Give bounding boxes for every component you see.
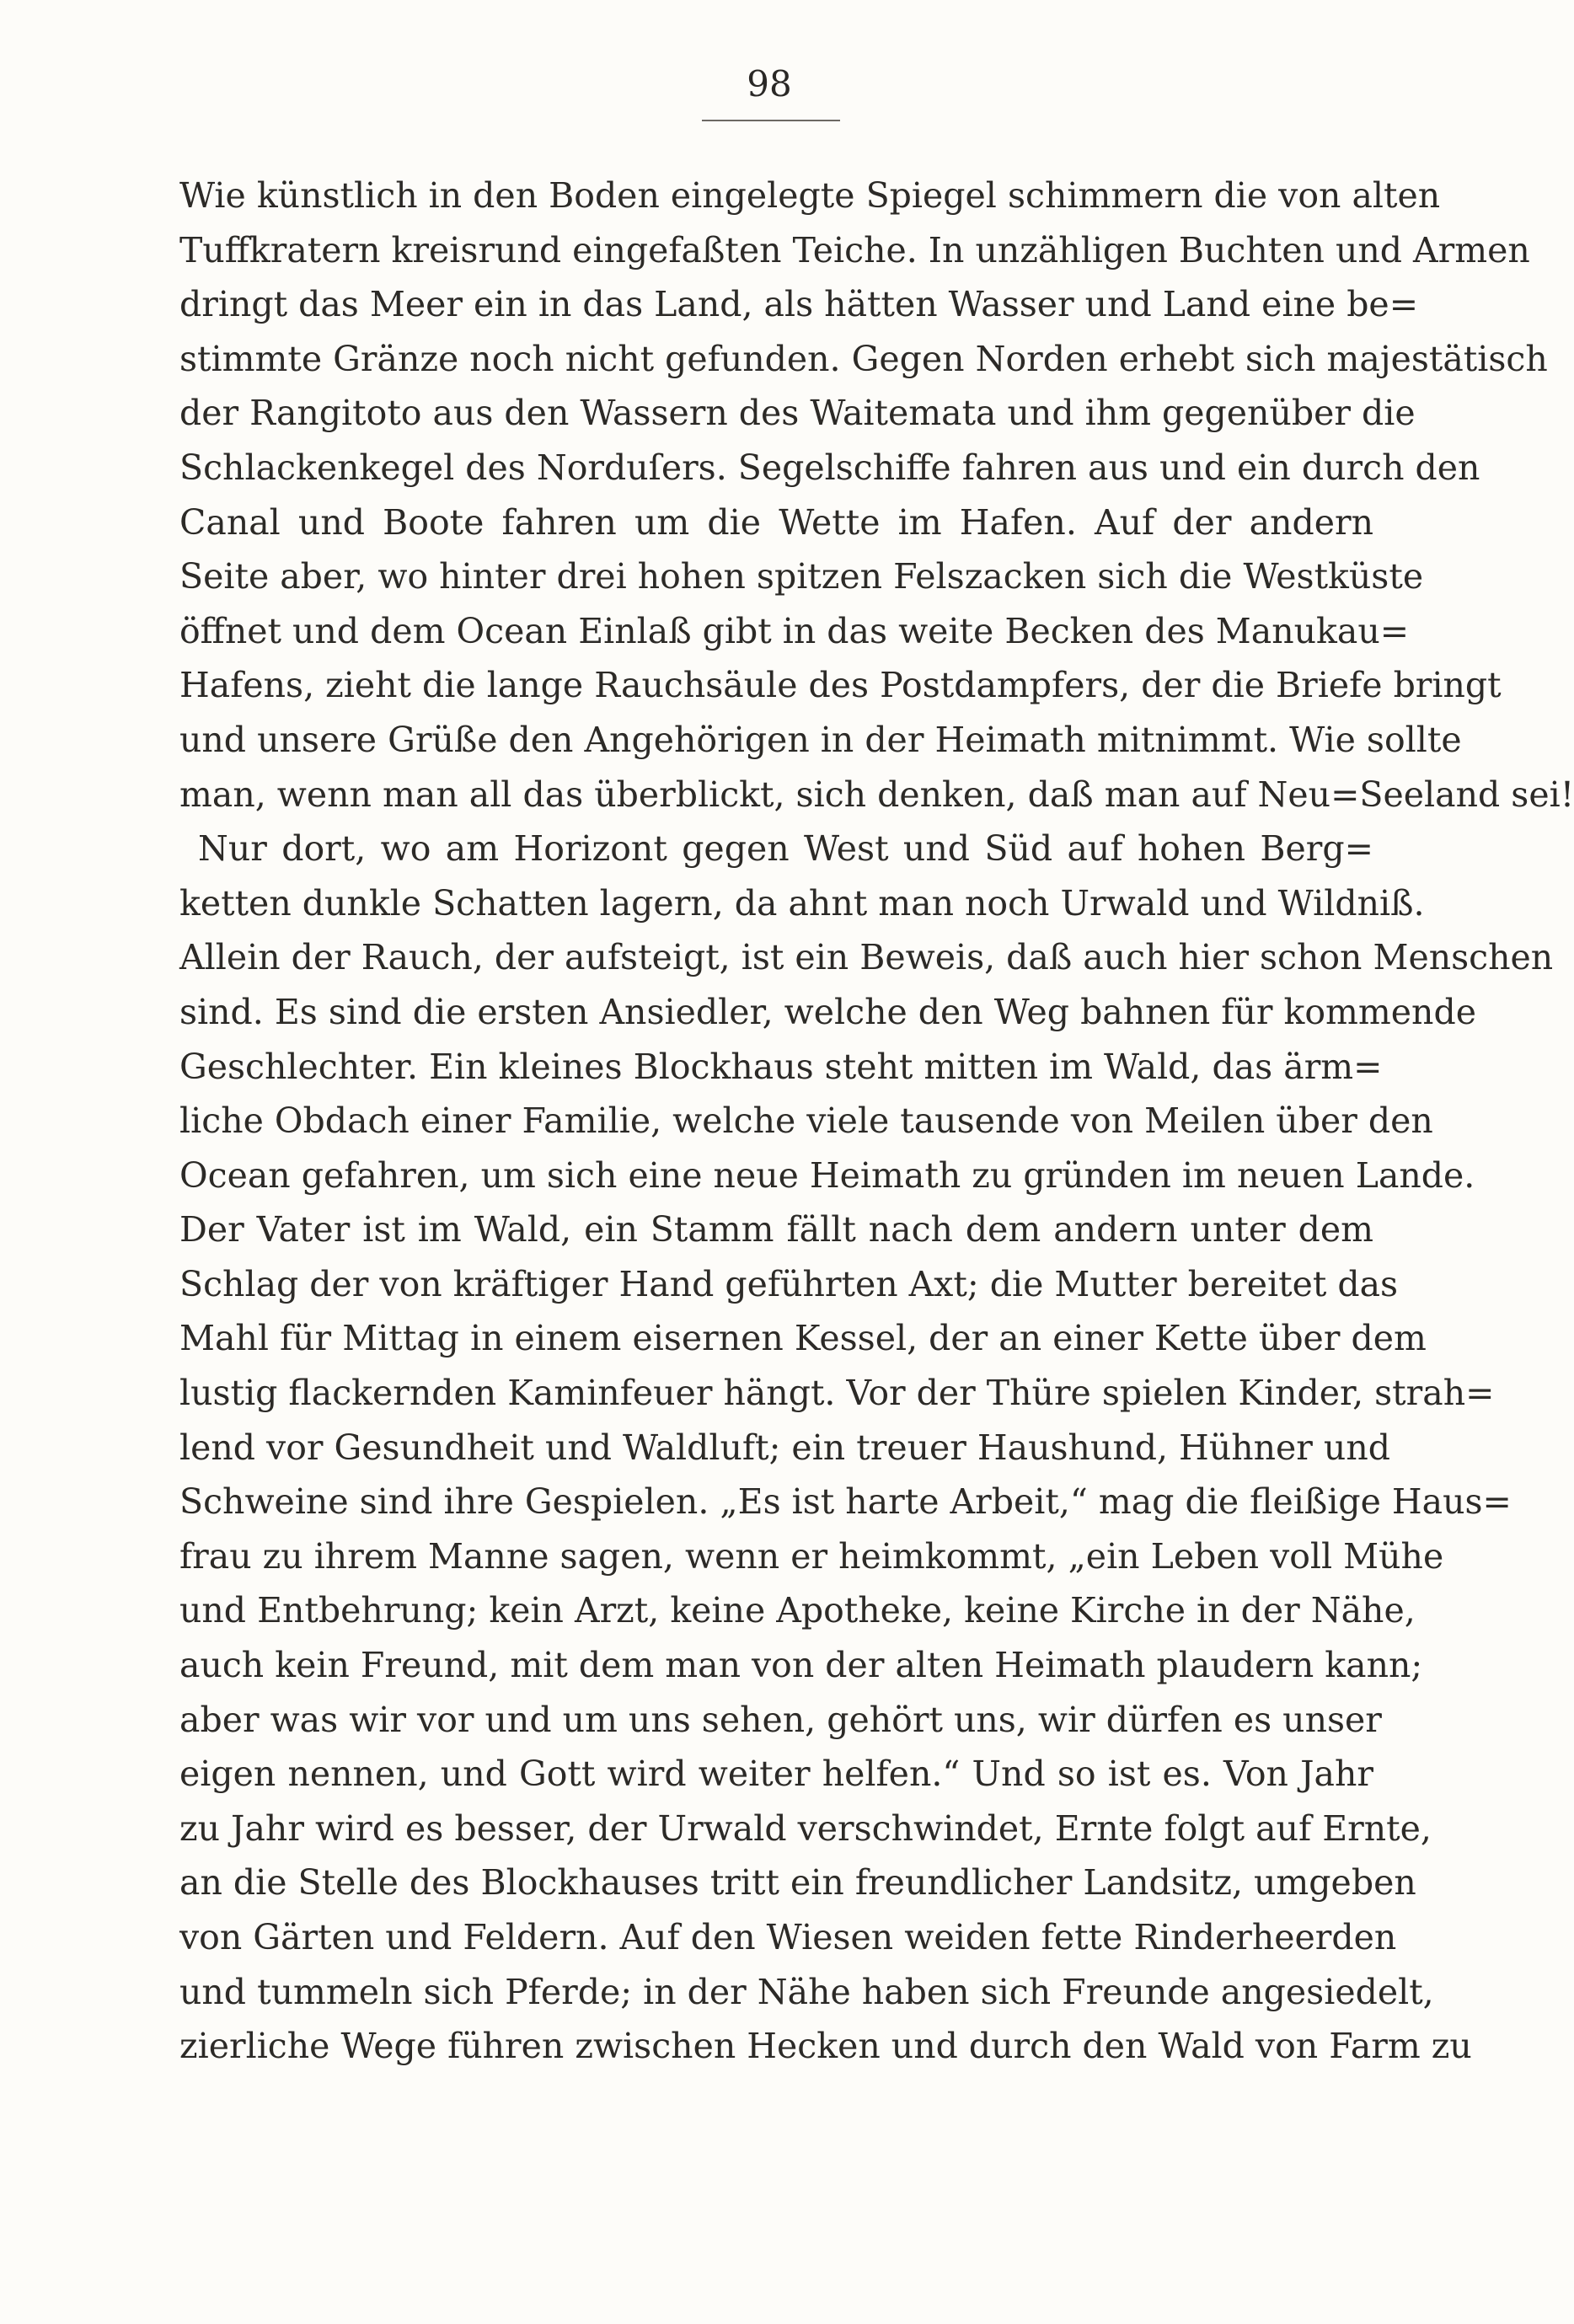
text-line: Hafens, zieht die lange Rauchsäule des Postdampfers, der die Briefe bringt	[179, 665, 1502, 706]
text-line: Wie künstlich in den Boden eingelegte Spiegel schimmern die von alten	[179, 175, 1441, 216]
text-line: stimmte Gränze noch nicht gefunden. Gegen Norden erhebt sich majestätisch	[179, 338, 1548, 379]
text-line: Schlackenkegel des Norduſers. Segelschiffe fahren aus und ein durch den	[179, 447, 1480, 488]
text-line: frau zu ihrem Manne sagen, wenn er heimkommt, „ein Leben voll Mühe	[179, 1535, 1444, 1577]
text-line: Nur dort, wo am Horizont gegen West und Süd auf hohen Berg=	[198, 828, 1373, 870]
text-line: dringt das Meer ein in das Land, als hätten Wasser und Land eine be=	[179, 284, 1419, 325]
text-line: aber was wir vor und um uns sehen, gehört uns, wir dürfen es unser	[179, 1699, 1382, 1740]
text-line: lend vor Gesundheit und Waldluft; ein treuer Haushund, Hühner und	[179, 1427, 1390, 1468]
text-line: lustig flackernden Kaminfeuer hängt. Vor der Thüre spielen Kinder, strah=	[179, 1373, 1495, 1414]
text-line: eigen nennen, und Gott wird weiter helfen.“ Und so ist es. Von Jahr	[179, 1754, 1373, 1795]
page-number: 98	[747, 63, 792, 104]
text-line: Ocean gefahren, um sich eine neue Heimath zu gründen im neuen Lande.	[179, 1154, 1475, 1196]
paragraph	[179, 169, 1574, 822]
paragraph	[179, 822, 1554, 2074]
text-line: Canal und Boote fahren um die Wette im Hafen. Auf der andern	[179, 501, 1373, 543]
text-line: man, wenn man all das überblickt, sich denken, daß man auf Neu=Seeland sei!	[179, 774, 1574, 815]
text-line: auch kein Freund, mit dem man von der alten Heimath plaudern kann;	[179, 1645, 1423, 1686]
text-line: Schweine sind ihre Gespielen. „Es ist harte Arbeit,“ mag die fleißige Haus=	[179, 1481, 1512, 1523]
text-line: liche Obdach einer Familie, welche viele tausende von Meilen über den	[179, 1100, 1433, 1142]
text-line: Geschlechter. Ein kleines Blockhaus steht mitten im Wald, das ärm=	[179, 1046, 1383, 1087]
text-line: öffnet und dem Ocean Einlaß gibt in das weite Becken des Manukau=	[179, 610, 1410, 651]
text-line: Mahl für Mittag in einem eisernen Kessel, der an einer Kette über dem	[179, 1318, 1427, 1359]
text-line: zierliche Wege führen zwischen Hecken und durch den Wald von Farm zu	[179, 2026, 1472, 2067]
body-text	[179, 169, 1574, 2074]
text-line: Der Vater ist im Wald, ein Stamm fällt nach dem andern unter dem	[179, 1209, 1373, 1250]
text-line: Schlag der von kräftiger Hand geführten Axt; die Mutter bereitet das	[179, 1263, 1399, 1304]
text-line: sind. Es sind die ersten Ansiedler, welche den Weg bahnen für kommende	[179, 991, 1476, 1032]
text-line: Seite aber, wo hinter drei hohen spitzen Felszacken sich die Westküste	[179, 556, 1424, 597]
header-rule	[702, 120, 840, 121]
text-line: und Entbehrung; kein Arzt, keine Apotheke, keine Kirche in der Nähe,	[179, 1590, 1416, 1631]
text-line: der Rangitoto aus den Wassern des Waitemata und ihm gegenüber die	[179, 393, 1416, 434]
text-line: von Gärten und Feldern. Auf den Wiesen weiden fette Rinderheerden	[179, 1917, 1397, 1957]
text-line: Allein der Rauch, der aufsteigt, ist ein Beweis, daß auch hier schon Menschen	[179, 937, 1554, 978]
text-line: und unsere Grüße den Angehörigen in der Heimath mitnimmt. Wie sollte	[179, 719, 1462, 760]
text-line: ketten dunkle Schatten lagern, da ahnt man noch Urwald und Wildniß.	[179, 882, 1425, 924]
text-line: Tuffkratern kreisrund eingefaßten Teiche. In unzähligen Buchten und Armen	[179, 229, 1530, 270]
text-line: zu Jahr wird es besser, der Urwald verschwindet, Ernte folgt auf Ernte,	[179, 1807, 1432, 1849]
text-line: und tummeln sich Pferde; in der Nähe haben sich Freunde angesiedelt,	[179, 1971, 1434, 2012]
text-line: an die Stelle des Blockhauses tritt ein freundlicher Landsitz, umgeben	[179, 1862, 1416, 1904]
